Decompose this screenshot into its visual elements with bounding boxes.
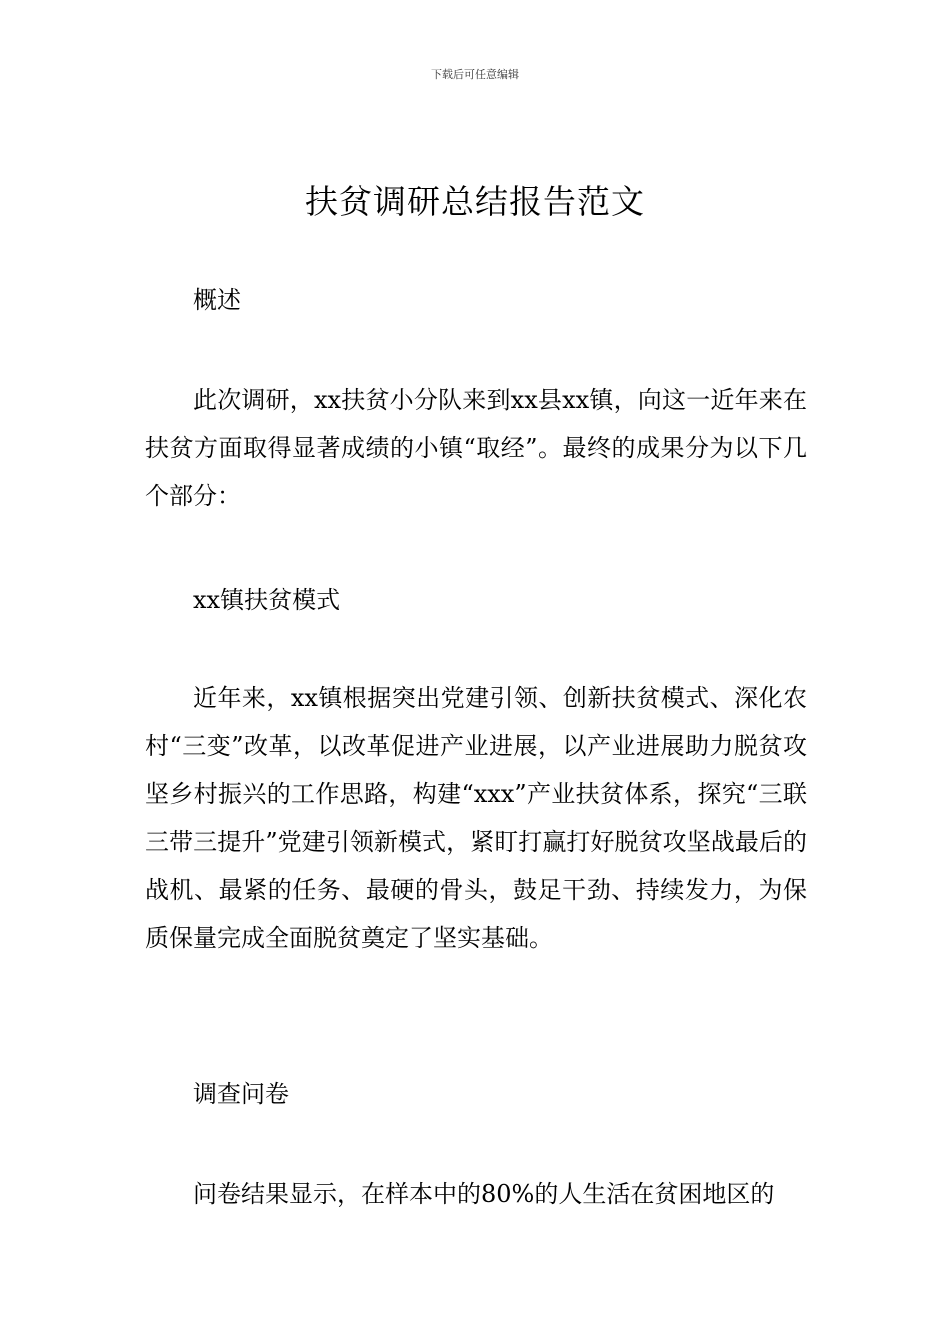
- section-heading-poverty-model: xx镇扶贫模式: [193, 586, 341, 614]
- paragraph-poverty-model: 近年来，xx镇根据突出党建引领、创新扶贫模式、深化农村“三变”改革，以改革促进产业进展，以产业进展助力脱贫攻坚乡村振兴的工作思路，构建“xxx”产业扶贫体系，探究“三联三带三提升”党建引领新模式，紧盯打赢打好脱贫攻坚战最后的战机、最紧的任务、最硬的骨头，鼓足干劲、持续发力，为保质保量完成全面脱贫奠定了坚实基础。: [145, 684, 807, 952]
- document-title: 扶贫调研总结报告范文: [305, 182, 645, 221]
- paragraph-overview: 此次调研，xx扶贫小分队来到xx县xx镇，向这一近年来在扶贫方面取得显著成绩的小镇“取经”。最终的成果分为以下几个部分：: [145, 386, 807, 510]
- paragraph-survey: 问卷结果显示，在样本中的80%的人生活在贫困地区的: [193, 1180, 775, 1208]
- page-header: 下载后可任意编辑: [431, 68, 519, 81]
- section-heading-overview: 概述: [193, 286, 241, 314]
- section-heading-survey: 调查问卷: [193, 1080, 289, 1108]
